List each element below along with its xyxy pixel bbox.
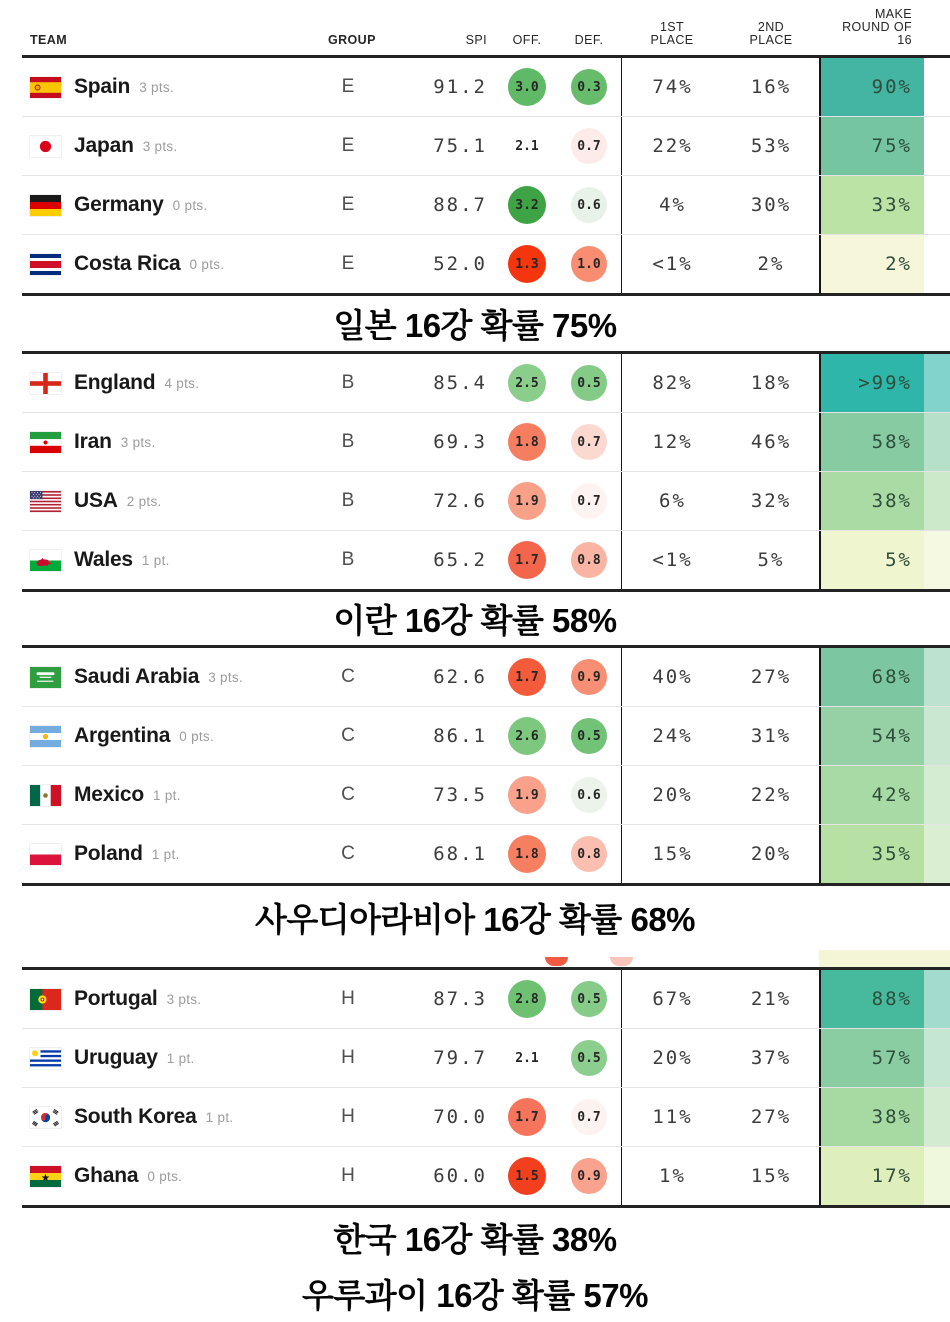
spi-cell: 69.3 (433, 431, 487, 453)
spi-cell: 62.6 (433, 666, 487, 688)
spi-cell: 88.7 (433, 194, 487, 216)
def-rating-badge: 0.7 (571, 424, 607, 460)
team-cell (22, 117, 328, 175)
team-name: Poland (74, 842, 143, 865)
def-rating-cell (557, 707, 621, 765)
def-rating-badge: 0.7 (571, 128, 607, 164)
cropped-def-circle-remnant (610, 957, 633, 966)
team-cell (22, 472, 328, 530)
second-place-cell: 21% (750, 988, 792, 1010)
off-rating-cell (497, 58, 557, 116)
team-row (22, 471, 950, 530)
group-cell: C (341, 843, 355, 864)
first-place-cell: 40% (621, 648, 723, 706)
first-place-cell: 24% (621, 707, 723, 765)
def-rating-cell (557, 354, 621, 412)
southkorea-flag-icon (30, 1107, 61, 1128)
off-rating-badge: 3.0 (508, 68, 546, 106)
def-rating-cell (557, 1147, 621, 1205)
team-points: 1 pt. (205, 1109, 234, 1125)
team-cell (22, 235, 328, 293)
make-round16-cell (819, 58, 950, 116)
second-place-cell: 27% (750, 666, 792, 688)
off-column-header: OFF. (512, 33, 542, 47)
def-rating-cell (557, 825, 621, 883)
spain-flag-icon (30, 77, 61, 98)
team-name: USA (74, 489, 118, 512)
off-rating-cell (497, 825, 557, 883)
off-rating-badge: 1.7 (508, 1098, 546, 1136)
off-rating-badge: 2.8 (508, 980, 546, 1018)
group-c-rows (22, 648, 950, 883)
spi-cell: 91.2 (433, 76, 487, 98)
round16-probability: 58% (821, 413, 924, 471)
team-points: 2 pts. (126, 493, 162, 509)
make-round16-cell (819, 766, 950, 824)
off-rating-cell (497, 1088, 557, 1146)
second-place-cell: 22% (750, 784, 792, 806)
round16-probability: 17% (821, 1147, 924, 1205)
spi-cell: 75.1 (433, 135, 487, 157)
germany-flag-icon (30, 195, 61, 216)
def-rating-cell (557, 58, 621, 116)
cropped-off-circle-remnant (545, 957, 568, 966)
round16-gutter (924, 766, 950, 824)
round16-probability: 54% (821, 707, 924, 765)
off-rating-cell (497, 235, 557, 293)
def-rating-cell (557, 766, 621, 824)
caption-japan-r16: 일본 16강 확률 75% (333, 307, 617, 344)
round16-header-line2: ROUND OF (842, 20, 912, 34)
group-cell: B (341, 490, 355, 511)
def-rating-cell (557, 117, 621, 175)
def-rating-cell (557, 1029, 621, 1087)
first-place-cell: 22% (621, 117, 723, 175)
round16-gutter (924, 1029, 950, 1087)
team-row (22, 530, 950, 589)
team-cell (22, 766, 328, 824)
team-name: Ghana (74, 1164, 139, 1187)
spi-cell: 70.0 (433, 1106, 487, 1128)
group-cell: C (341, 725, 355, 746)
make-round16-cell (819, 1029, 950, 1087)
group-cell: H (341, 1047, 355, 1068)
group-cell: C (341, 666, 355, 687)
team-points: 3 pts. (139, 79, 175, 95)
group-cell: E (341, 76, 355, 97)
second-place-cell: 20% (750, 843, 792, 865)
team-cell (22, 1088, 328, 1146)
round16-gutter (924, 1088, 950, 1146)
costarica-flag-icon (30, 254, 61, 275)
round16-gutter (924, 970, 950, 1028)
cropped-round16-cell-remnant (819, 950, 950, 967)
second-place-cell: 2% (757, 253, 785, 275)
caption-iran-r16: 이란 16강 확률 58% (333, 602, 617, 639)
team-row (22, 1146, 950, 1205)
first-place-cell: <1% (621, 531, 723, 589)
spi-cell: 60.0 (433, 1165, 487, 1187)
round16-probability: 38% (821, 1088, 924, 1146)
team-cell (22, 1147, 328, 1205)
off-rating-cell (497, 117, 557, 175)
off-rating-badge: 2.5 (508, 364, 546, 402)
def-rating-cell (557, 472, 621, 530)
make-round16-cell (819, 707, 950, 765)
def-rating-cell (557, 970, 621, 1028)
first-place-column-header (621, 21, 723, 55)
def-rating-badge: 0.9 (571, 1158, 607, 1194)
off-rating-badge: 1.7 (508, 658, 546, 696)
make-round16-cell (819, 354, 950, 412)
def-rating-badge: 1.0 (571, 246, 607, 282)
round16-probability: 35% (821, 825, 924, 883)
make-round16-cell (819, 117, 950, 175)
off-rating-cell (497, 413, 557, 471)
spi-cell: 79.7 (433, 1047, 487, 1069)
caption-korea-r16: 한국 16강 확률 38% (333, 1221, 617, 1258)
round16-probability: 42% (821, 766, 924, 824)
spi-cell: 65.2 (433, 549, 487, 571)
off-rating-cell (497, 707, 557, 765)
wales-flag-icon (30, 550, 61, 571)
group-cell: H (341, 1165, 355, 1186)
off-rating-cell (497, 766, 557, 824)
round16-gutter (924, 825, 950, 883)
cropped-row-remnant (22, 948, 950, 967)
spi-cell: 86.1 (433, 725, 487, 747)
team-points: 3 pts. (120, 434, 156, 450)
team-name: England (74, 371, 156, 394)
off-rating-cell (497, 531, 557, 589)
mexico-flag-icon (30, 785, 61, 806)
team-name: Portugal (74, 987, 158, 1010)
def-rating-badge: 0.9 (571, 659, 607, 695)
round16-probability: 2% (821, 235, 924, 293)
off-rating-badge: 2.1 (515, 138, 539, 154)
def-rating-badge: 0.8 (571, 836, 607, 872)
team-points: 3 pts. (166, 991, 202, 1007)
team-row (22, 1087, 950, 1146)
off-rating-badge: 1.7 (508, 541, 546, 579)
off-rating-badge: 2.6 (508, 717, 546, 755)
def-rating-badge: 0.5 (571, 981, 607, 1017)
team-row (22, 354, 950, 412)
team-row (22, 58, 950, 116)
spi-cell: 68.1 (433, 843, 487, 865)
japan-flag-icon (30, 136, 61, 157)
table-header (22, 0, 950, 58)
off-rating-cell (497, 970, 557, 1028)
team-points: 0 pts. (179, 728, 215, 744)
off-rating-badge: 1.8 (508, 423, 546, 461)
off-rating-badge: 2.1 (515, 1050, 539, 1066)
group-c-table (22, 645, 950, 886)
off-rating-cell (497, 472, 557, 530)
second-place-header-line2: PLACE (749, 33, 793, 47)
group-cell: E (341, 194, 355, 215)
round16-gutter (924, 354, 950, 412)
team-points: 1 pt. (141, 552, 170, 568)
spi-cell: 72.6 (433, 490, 487, 512)
team-name: South Korea (74, 1105, 197, 1128)
def-rating-cell (557, 413, 621, 471)
group-cell: B (341, 431, 355, 452)
round16-header-line1: MAKE (874, 7, 912, 21)
team-name: Iran (74, 430, 112, 453)
team-points: 1 pt. (153, 787, 181, 803)
second-place-cell: 53% (750, 135, 792, 157)
second-place-cell: 27% (750, 1106, 792, 1128)
group-e-table (22, 0, 950, 296)
team-cell (22, 354, 328, 412)
team-cell (22, 531, 328, 589)
team-row (22, 648, 950, 706)
team-name: Spain (74, 75, 131, 98)
make-round16-cell (819, 235, 950, 293)
second-place-cell: 32% (750, 490, 792, 512)
group-column-header: GROUP (328, 33, 376, 47)
first-place-cell: 1% (621, 1147, 723, 1205)
team-name: Wales (74, 548, 133, 571)
round16-probability: 33% (821, 176, 924, 234)
first-place-cell: 67% (621, 970, 723, 1028)
first-place-cell: 74% (621, 58, 723, 116)
argentina-flag-icon (30, 726, 61, 747)
def-rating-badge: 0.6 (571, 777, 607, 813)
off-rating-cell (497, 1029, 557, 1087)
group-h-rows (22, 970, 950, 1205)
round16-header-line3: 16 (897, 33, 912, 47)
team-points: 0 pts. (189, 256, 225, 272)
round16-column-header (819, 8, 950, 55)
off-rating-badge: 1.5 (508, 1157, 546, 1195)
round16-probability: 90% (821, 58, 924, 116)
first-place-cell: 20% (621, 1029, 723, 1087)
team-row (22, 970, 950, 1028)
second-place-cell: 30% (750, 194, 792, 216)
team-cell (22, 1029, 328, 1087)
off-rating-cell (497, 354, 557, 412)
team-cell (22, 413, 328, 471)
team-name: Japan (74, 134, 134, 157)
off-rating-badge: 1.8 (508, 835, 546, 873)
team-name: Uruguay (74, 1046, 158, 1069)
second-place-cell: 15% (750, 1165, 792, 1187)
iran-flag-icon (30, 432, 61, 453)
team-cell (22, 707, 328, 765)
group-cell: E (341, 135, 355, 156)
def-column-header: DEF. (574, 33, 604, 47)
bottom-captions (0, 1208, 950, 1322)
round16-probability: >99% (821, 354, 924, 412)
group-cell: H (341, 1106, 355, 1127)
round16-gutter (924, 1147, 950, 1205)
team-row (22, 1028, 950, 1087)
round16-probability: 5% (821, 531, 924, 589)
def-rating-badge: 0.7 (571, 483, 607, 519)
make-round16-cell (819, 1088, 950, 1146)
spi-cell: 73.5 (433, 784, 487, 806)
second-place-header-line1: 2ND (757, 20, 785, 34)
team-name: Mexico (74, 783, 144, 806)
usa-flag-icon (30, 491, 61, 512)
first-place-cell: 11% (621, 1088, 723, 1146)
second-place-cell: 46% (750, 431, 792, 453)
round16-probability: 68% (821, 648, 924, 706)
team-points: 1 pt. (166, 1050, 195, 1066)
round16-probability: 75% (821, 117, 924, 175)
first-place-header-line1: 1ST (659, 20, 685, 34)
make-round16-cell (819, 472, 950, 530)
uruguay-flag-icon (30, 1048, 61, 1069)
round16-gutter (924, 531, 950, 589)
first-place-cell: <1% (621, 235, 723, 293)
group-h-table (22, 967, 950, 1208)
team-row (22, 706, 950, 765)
first-place-cell: 15% (621, 825, 723, 883)
group-cell: B (341, 549, 355, 570)
team-points: 3 pts. (208, 669, 244, 685)
def-rating-cell (557, 531, 621, 589)
second-place-cell: 31% (750, 725, 792, 747)
team-row (22, 412, 950, 471)
first-place-cell: 20% (621, 766, 723, 824)
off-rating-cell (497, 648, 557, 706)
round16-gutter (924, 707, 950, 765)
spi-cell: 52.0 (433, 253, 487, 275)
make-round16-cell (819, 531, 950, 589)
def-rating-badge: 0.5 (571, 1040, 607, 1076)
team-name: Germany (74, 193, 164, 216)
team-row (22, 765, 950, 824)
round16-probability: 38% (821, 472, 924, 530)
group-cell: B (341, 372, 355, 393)
second-place-cell: 37% (750, 1047, 792, 1069)
team-cell (22, 176, 328, 234)
england-flag-icon (30, 373, 61, 394)
first-place-cell: 82% (621, 354, 723, 412)
def-rating-cell (557, 1088, 621, 1146)
caption-saudi-r16: 사우디아라비아 16강 확률 68% (254, 900, 696, 938)
ghana-flag-icon (30, 1166, 61, 1187)
group-cell: H (341, 988, 355, 1009)
off-rating-cell (497, 1147, 557, 1205)
team-points: 3 pts. (142, 138, 178, 154)
def-rating-badge: 0.5 (571, 365, 607, 401)
def-rating-badge: 0.7 (571, 1099, 607, 1135)
group-b-table (22, 351, 950, 592)
team-cell (22, 825, 328, 883)
group-b-rows (22, 354, 950, 589)
second-place-cell: 5% (757, 549, 785, 571)
make-round16-cell (819, 970, 950, 1028)
off-rating-cell (497, 176, 557, 234)
def-rating-cell (557, 648, 621, 706)
team-cell (22, 58, 328, 116)
off-rating-badge: 1.9 (508, 776, 546, 814)
make-round16-cell (819, 825, 950, 883)
make-round16-cell (819, 413, 950, 471)
team-row (22, 234, 950, 293)
group-cell: C (341, 784, 355, 805)
make-round16-cell (819, 1147, 950, 1205)
make-round16-cell (819, 648, 950, 706)
round16-gutter (924, 648, 950, 706)
team-cell (22, 970, 328, 1028)
first-place-cell: 12% (621, 413, 723, 471)
team-row (22, 175, 950, 234)
team-name: Argentina (74, 724, 171, 747)
first-place-cell: 6% (621, 472, 723, 530)
spi-cell: 85.4 (433, 372, 487, 394)
team-name: Saudi Arabia (74, 665, 200, 688)
team-row (22, 824, 950, 883)
group-e-rows (22, 58, 950, 293)
off-rating-badge: 3.2 (508, 186, 546, 224)
team-name: Costa Rica (74, 252, 181, 275)
spi-cell: 87.3 (433, 988, 487, 1010)
def-rating-badge: 0.6 (571, 187, 607, 223)
round16-gutter (924, 472, 950, 530)
team-points: 0 pts. (172, 197, 208, 213)
saudiarabia-flag-icon (30, 667, 61, 688)
poland-flag-icon (30, 844, 61, 865)
round16-probability: 57% (821, 1029, 924, 1087)
def-rating-cell (557, 176, 621, 234)
team-cell (22, 648, 328, 706)
off-rating-badge: 1.3 (508, 245, 546, 283)
group-cell: E (341, 253, 355, 274)
team-points: 0 pts. (147, 1168, 183, 1184)
make-round16-cell (819, 176, 950, 234)
def-rating-badge: 0.5 (571, 718, 607, 754)
round16-gutter (924, 413, 950, 471)
spi-column-header: SPI (465, 33, 487, 47)
second-place-cell: 18% (750, 372, 792, 394)
off-rating-badge: 1.9 (508, 482, 546, 520)
def-rating-cell (557, 235, 621, 293)
team-points: 1 pt. (151, 846, 180, 862)
team-column-header: TEAM (30, 33, 68, 47)
team-row (22, 116, 950, 175)
def-rating-badge: 0.3 (571, 69, 607, 105)
portugal-flag-icon (30, 989, 61, 1010)
team-points: 4 pts. (164, 375, 200, 391)
first-place-header-line2: PLACE (650, 33, 694, 47)
round16-probability: 88% (821, 970, 924, 1028)
def-rating-badge: 0.8 (571, 542, 607, 578)
caption-uruguay-r16: 우루과이 16강 확률 57% (302, 1277, 648, 1314)
second-place-column-header (723, 21, 819, 55)
first-place-cell: 4% (621, 176, 723, 234)
second-place-cell: 16% (750, 76, 792, 98)
